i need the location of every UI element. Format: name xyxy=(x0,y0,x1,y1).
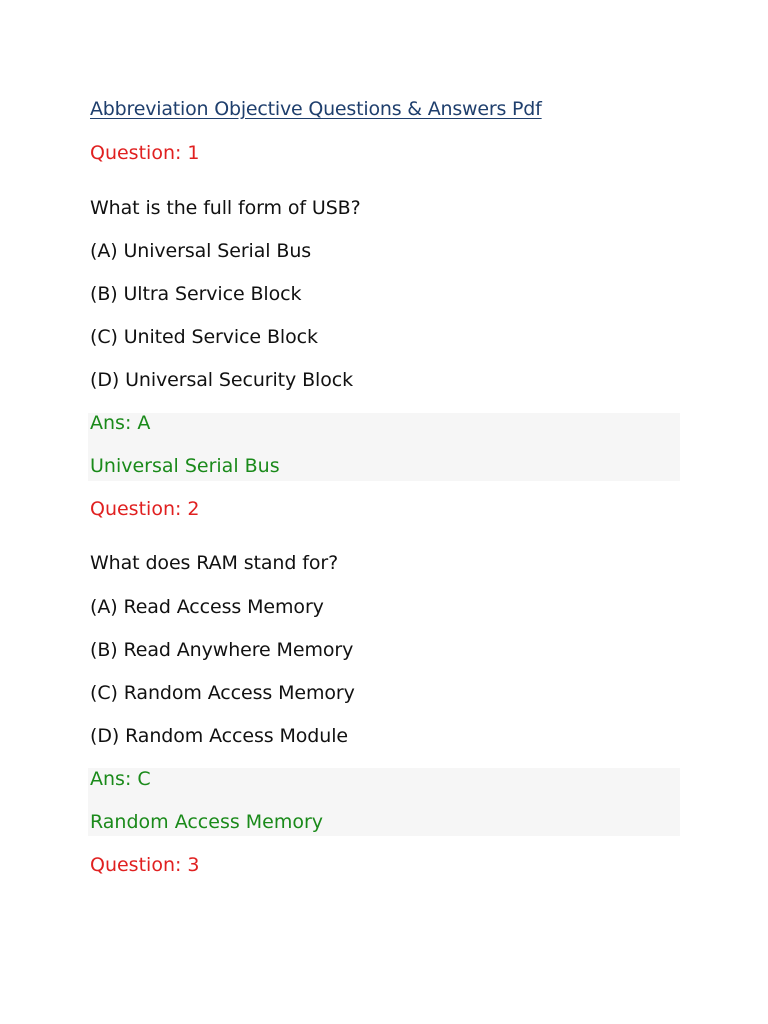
question-1-option-a: (A) Universal Serial Bus xyxy=(90,240,312,262)
document-title-link[interactable]: Abbreviation Objective Questions & Answers Pdf xyxy=(90,98,542,120)
question-2-option-b: (B) Read Anywhere Memory xyxy=(90,639,354,661)
answer-label-2: Ans: C xyxy=(90,768,151,790)
answer-label-1: Ans: A xyxy=(90,412,151,434)
question-text-1: What is the full form of USB? xyxy=(90,197,361,219)
question-1-option-c: (C) United Service Block xyxy=(90,326,318,348)
question-label-3: Question: 3 xyxy=(90,854,200,876)
answer-text-1: Universal Serial Bus xyxy=(90,455,280,477)
question-2-option-d: (D) Random Access Module xyxy=(90,725,348,747)
answer-text-2: Random Access Memory xyxy=(90,811,324,833)
question-label-2: Question: 2 xyxy=(90,498,200,520)
question-text-2: What does RAM stand for? xyxy=(90,552,339,574)
question-1-option-b: (B) Ultra Service Block xyxy=(90,283,302,305)
question-1-option-d: (D) Universal Security Block xyxy=(90,369,353,391)
question-2-option-a: (A) Read Access Memory xyxy=(90,596,324,618)
question-label-1: Question: 1 xyxy=(90,142,200,164)
question-2-option-c: (C) Random Access Memory xyxy=(90,682,355,704)
